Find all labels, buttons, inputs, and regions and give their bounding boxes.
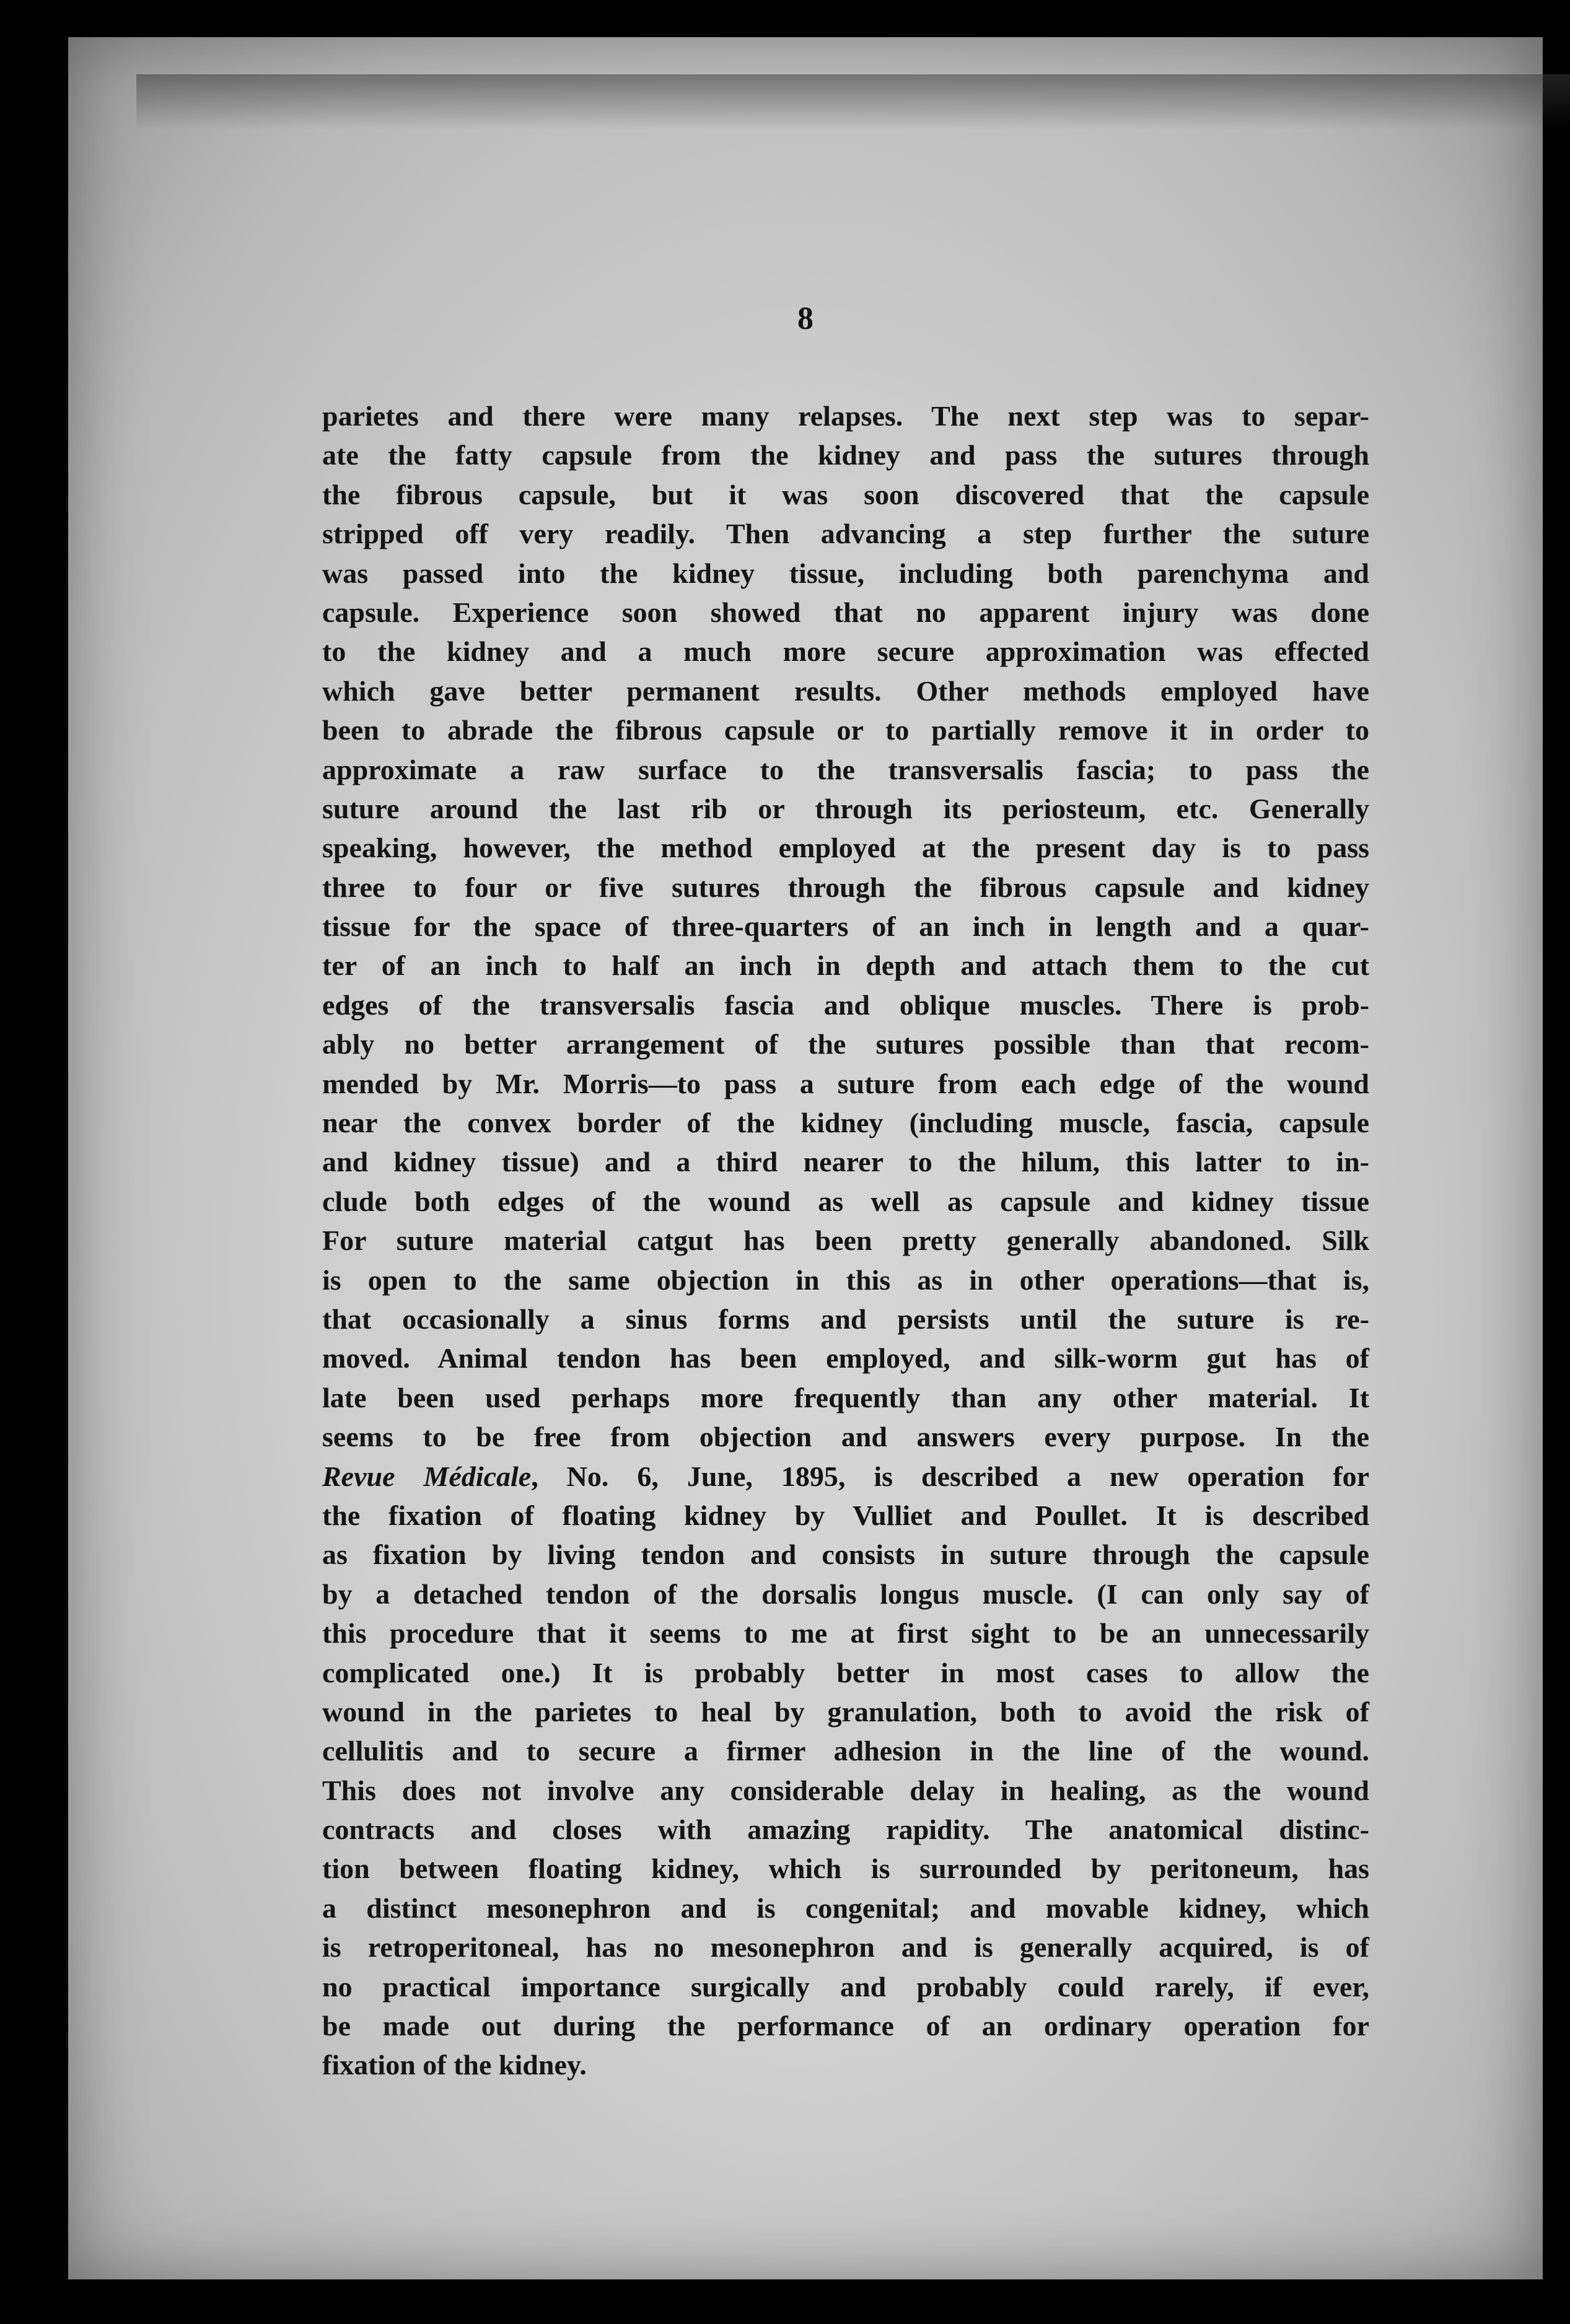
text-line: stripped off very readily. Then advancing a step further the suture xyxy=(322,518,1369,550)
text-line: and kidney tissue) and a third nearer to the hilum, this latter to in- xyxy=(322,1146,1369,1178)
text-line: is retroperitoneal, has no mesonephron and is generally acquired, is of xyxy=(322,1931,1369,1964)
text-line: cellulitis and to secure a firmer adhesion in the line of the wound. xyxy=(322,1735,1369,1767)
text-line: this procedure that it seems to me at first sight to be an unnecessarily xyxy=(322,1617,1369,1649)
text-line: edges of the transversalis fascia and oblique muscles. There is prob- xyxy=(322,989,1369,1021)
text-line: speaking, however, the method employed at the present day is to pass xyxy=(322,832,1369,864)
text-line: no practical importance surgically and probably could rarely, if ever, xyxy=(322,1970,1369,2003)
text-line: a distinct mesonephron and is congenital; and movable kidney, which xyxy=(322,1892,1369,1924)
text-line: to the kidney and a much more secure approximation was effected xyxy=(322,636,1369,668)
text-line: was passed into the kidney tissue, including both parenchyma and xyxy=(322,557,1369,589)
text-line: ate the fatty capsule from the kidney and pass the sutures through xyxy=(322,439,1369,471)
text-line: which gave better permanent results. Other methods employed have xyxy=(322,675,1369,707)
text-line: For suture material catgut has been pretty generally abandoned. Silk xyxy=(322,1225,1369,1257)
text-line: been to abrade the fibrous capsule or to partially remove it in order to xyxy=(322,714,1369,746)
text-line: suture around the last rib or through its periosteum, etc. Generally xyxy=(322,792,1369,824)
text-line: be made out during the performance of an ordinary operation for xyxy=(322,2010,1369,2042)
text-line: ably no better arrangement of the sutures possible than that recom- xyxy=(322,1028,1369,1060)
text-line: clude both edges of the wound as well as capsule and kidney tissue xyxy=(322,1185,1369,1217)
text-line: tion between floating kidney, which is surrounded by peritoneum, has xyxy=(322,1853,1369,1885)
text-line: the fixation of floating kidney by Vulliet and Poullet. It is described xyxy=(322,1499,1369,1531)
text-line: that occasionally a sinus forms and persists until the suture is re- xyxy=(322,1303,1369,1335)
text-line: moved. Animal tendon has been employed, and silk-worm gut has of xyxy=(322,1342,1369,1374)
text-line: parietes and there were many relapses. The next step was to separ- xyxy=(322,400,1369,432)
text-line: fixation of the kidney. xyxy=(322,2049,587,2081)
page-number: 8 xyxy=(797,301,814,336)
text-line: three to four or five sutures through the fibrous capsule and kidney xyxy=(322,871,1369,903)
text-line: by a detached tendon of the dorsalis longus muscle. (I can only say of xyxy=(322,1578,1369,1610)
scanned-page xyxy=(68,37,1543,2279)
text-line: is open to the same objection in this as in other operations—that is, xyxy=(322,1264,1369,1296)
text-line: capsule. Experience soon showed that no apparent injury was done xyxy=(322,596,1369,628)
text-line: This does not involve any considerable delay in healing, as the wound xyxy=(322,1774,1369,1806)
text-line: the fibrous capsule, but it was soon discovered that the capsule xyxy=(322,478,1369,510)
text-line: near the convex border of the kidney (including muscle, fascia, capsule xyxy=(322,1107,1369,1139)
body-text xyxy=(322,396,1369,2085)
scan-shadow xyxy=(136,74,1570,130)
journal-title: Revue Médicale xyxy=(322,1460,532,1492)
text-line: tissue for the space of three-quarters of an inch in length and a quar- xyxy=(322,911,1369,943)
text-line: contracts and closes with amazing rapidity. The anatomical distinc- xyxy=(322,1814,1369,1846)
text-line: ter of an inch to half an inch in depth and attach them to the cut xyxy=(322,950,1369,982)
text-line: late been used perhaps more frequently than any other material. It xyxy=(322,1381,1369,1413)
text-line: Revue Médicale, No. 6, June, 1895, is described a new operation for xyxy=(322,1460,1369,1492)
text-line: mended by Mr. Morris—to pass a suture from each edge of the wound xyxy=(322,1067,1369,1099)
text-line: complicated one.) It is probably better in most cases to allow the xyxy=(322,1656,1369,1688)
text-line: seems to be free from objection and answers every purpose. In the xyxy=(322,1421,1369,1453)
text-line: approximate a raw surface to the transversalis fascia; to pass the xyxy=(322,753,1369,785)
text-line: wound in the parietes to heal by granulation, both to avoid the risk of xyxy=(322,1695,1369,1728)
text-line: as fixation by living tendon and consists in suture through the capsule xyxy=(322,1539,1369,1571)
